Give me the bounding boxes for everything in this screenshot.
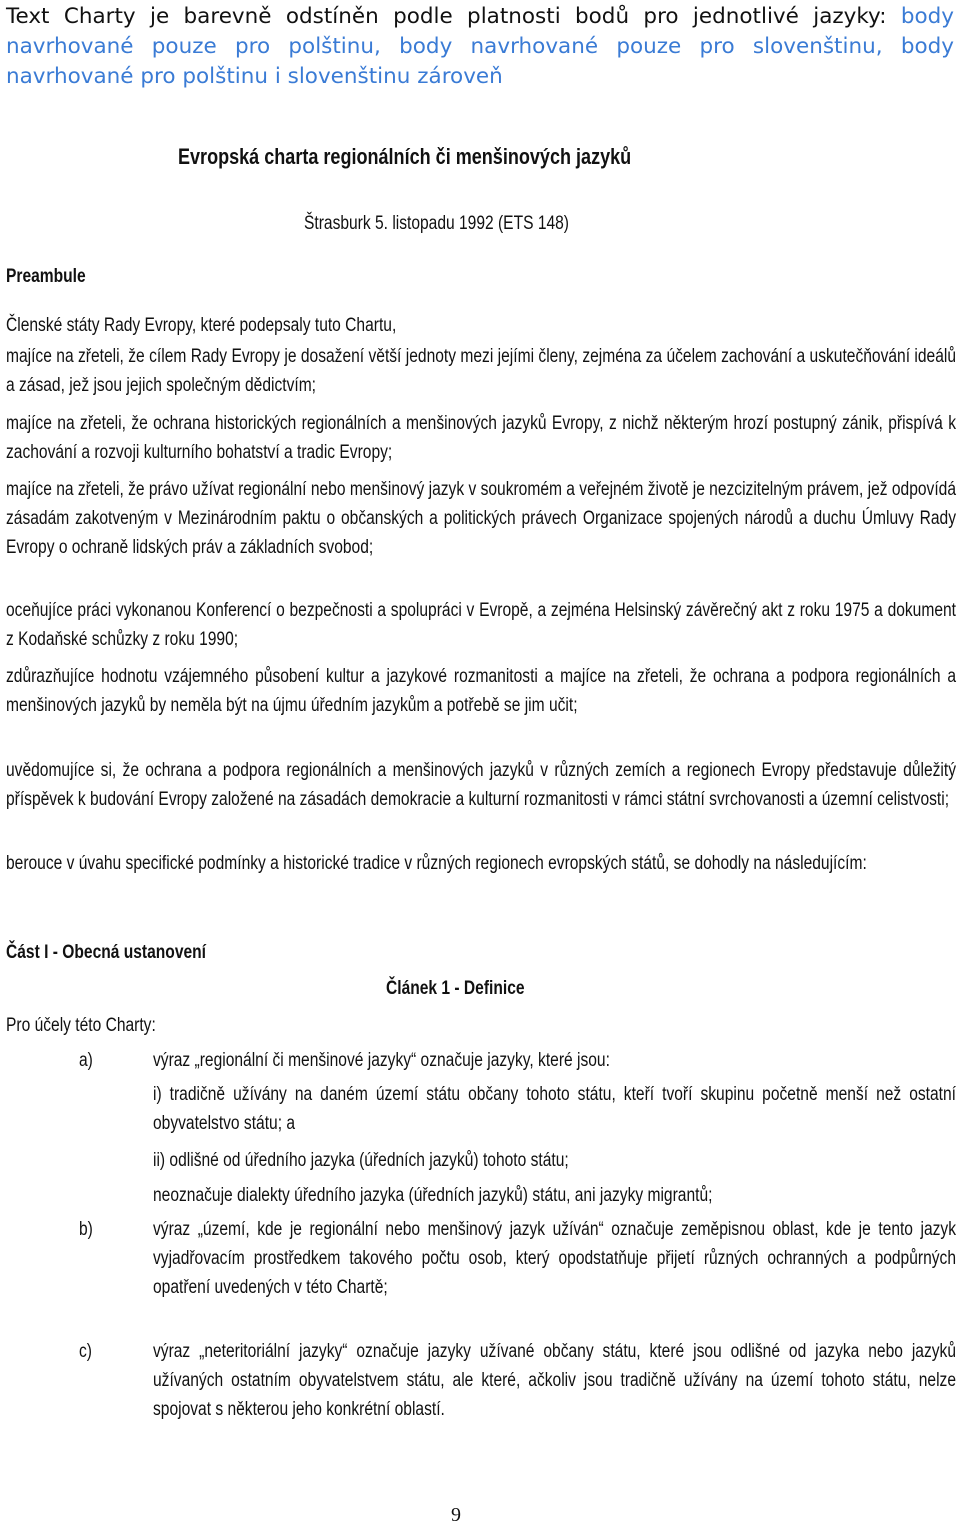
definition-text-b: výraz „území, kde je regionální nebo menšinový jazyk užíván“ označuje zeměpisnou oblast, kde je tento jazyk vyjadřovacím prostředkem takového počtu osob, který opodstatňuje přijetí různých ochranných a podpůrných opatření uvedených v této Chartě; bbox=[152, 1219, 956, 1298]
document-title: Evropská charta regionálních či menšinových jazyků bbox=[177, 144, 632, 169]
article-heading: Článek 1 - Definice bbox=[385, 978, 525, 999]
place-date: Štrasburk 5. listopadu 1992 (ETS 148) bbox=[303, 213, 570, 234]
legend-polish-only: body navrhované pouze pro polštinu, bbox=[6, 4, 954, 59]
definition-label-a: a) bbox=[78, 1050, 93, 1071]
preamble-heading: Preambule bbox=[6, 266, 86, 287]
definition-text-a: výraz „regionální či menšinové jazyky“ označuje jazyky, které jsou: bbox=[152, 1050, 610, 1071]
page-number: 9 bbox=[451, 1504, 461, 1526]
definition-label-b: b) bbox=[78, 1219, 93, 1240]
definition-label-c: c) bbox=[78, 1341, 92, 1362]
definition-text-c: výraz „neteritoriální jazyky“ označuje jazyky užívané občany státu, které jsou odlišné od jazyka nebo jazyků užívaných ostatním obyvatelstvem státu, ale které, ačkoliv jsou tradičně užívány na území tohoto státu, nelze spojovat s některou jeho konkrétní oblastí. bbox=[152, 1341, 956, 1420]
definition-subitem: ii) odlišné od úředního jazyka (úředních jazyků) tohoto státu; bbox=[152, 1150, 569, 1171]
legend-slovak-only: body navrhované pouze pro slovenštinu, bbox=[399, 34, 883, 59]
preamble-paragraph: majíce na zřeteli, že ochrana historických regionálních a menšinových jazyků Evropy, z nichž některým hrozí postupný zánik, přispívá k zachování a rozvoji kulturního bohatství a tradic Evropy; bbox=[6, 413, 956, 463]
preamble-paragraph: berouce v úvahu specifické podmínky a historické tradice v různých regionech evropských států, se dohodly na následujícím: bbox=[6, 853, 867, 874]
preamble-paragraph: zdůrazňujíce hodnotu vzájemného působení kultur a jazykové rozmanitosti a majíce na zřeteli, že ochrana a podpora regionálních a menšinových jazyků by neměla být na újmu úředním jazykům a potřebě se jim učit; bbox=[6, 666, 956, 716]
part-heading: Část I - Obecná ustanovení bbox=[6, 942, 207, 963]
preamble-opening: Členské státy Rady Evropy, které podepsaly tuto Chartu, bbox=[6, 315, 397, 336]
legend-intro: Text Charty je barevně odstíněn podle platnosti bodů pro jednotlivé jazyky: bbox=[6, 4, 887, 29]
definition-subitem: i) tradičně užívány na daném území státu občany tohoto státu, kteří tvoří skupinu početně menší než ostatní obyvatelstvo státu; a bbox=[152, 1084, 956, 1134]
legend-both: body navrhované pro polštinu i slovenštinu zároveň bbox=[6, 34, 954, 89]
preamble-paragraph: majíce na zřeteli, že právo užívat regionální nebo menšinový jazyk v soukromém a veřejném životě je nezcizitelným právem, jež odpovídá zásadám zakotveným v Mezinárodním paktu o občanských a politických právech Organizace spojených národů a duchu Úmluvy Rady Evropy o ochraně lidských práv a základních svobod; bbox=[6, 479, 956, 558]
color-legend-note bbox=[6, 2, 954, 92]
preamble-paragraph: oceňujíce práci vykonanou Konferencí o bezpečnosti a spolupráci v Evropě, a zejména Helsinský závěrečný akt z roku 1975 a dokument z Kodaňské schůzky z roku 1990; bbox=[6, 600, 956, 650]
definition-subitem: neoznačuje dialekty úředního jazyka (úředních jazyků) státu, ani jazyky migrantů; bbox=[152, 1185, 713, 1206]
article-intro: Pro účely této Charty: bbox=[6, 1015, 156, 1036]
preamble-paragraph: majíce na zřeteli, že cílem Rady Evropy je dosažení větší jednoty mezi jejími členy, zejména za účelem zachování a uskutečňování ideálů a zásad, jež jsou jejich společným dědictvím; bbox=[6, 346, 956, 396]
preamble-paragraph: uvědomujíce si, že ochrana a podpora regionálních a menšinových jazyků v různých zemích a regionech Evropy představuje důležitý příspěvek k budování Evropy založené na zásadách demokracie a kulturní rozmanitosti v rámci státní svrchovanosti a územní celistvosti; bbox=[6, 760, 956, 810]
